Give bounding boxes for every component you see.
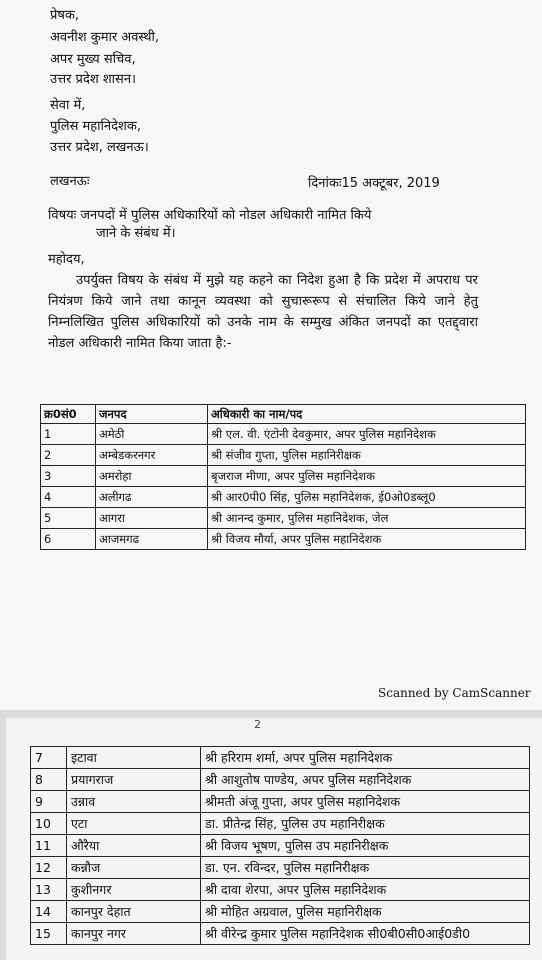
recipient-label: सेवा में, [50, 98, 86, 113]
table-row [31, 813, 530, 835]
row-serial: 1 [41, 424, 96, 445]
table-row [31, 857, 530, 879]
row-district: उन्नाव [67, 791, 201, 813]
recipient-designation: पुलिस महानिदेशक, [50, 119, 141, 134]
salutation: महोदय, [48, 252, 85, 267]
row-serial: 6 [41, 529, 96, 550]
body-paragraph [48, 270, 478, 354]
row-district: अलीगढ [96, 487, 208, 508]
sender-label: प्रेषक, [50, 8, 80, 23]
row-officer: श्री आनन्द कुमार, पुलिस महानिदेशक, जेल [208, 508, 526, 529]
table-row [31, 747, 530, 769]
row-district: अमेठी [96, 424, 208, 445]
table-row [41, 445, 526, 466]
row-serial: 5 [41, 508, 96, 529]
row-officer: श्री विजय मौर्या, अपर पुलिस महानिदेशक [208, 529, 526, 550]
table-row [31, 923, 530, 945]
row-serial: 2 [41, 445, 96, 466]
row-district: अम्बेडकरनगर [96, 445, 208, 466]
row-district: कन्नौज [67, 857, 201, 879]
scanner-watermark: Scanned by CamScanner [378, 686, 531, 700]
table-row [31, 791, 530, 813]
row-serial: 11 [31, 835, 67, 857]
table-row [41, 508, 526, 529]
row-officer: श्री आर0पी0 सिंह, पुलिस महानिदेशक, ई0ओ0डब्लू0 [208, 487, 526, 508]
table-row [41, 466, 526, 487]
row-serial: 14 [31, 901, 67, 923]
row-district: आजमगढ [96, 529, 208, 550]
row-district: आगरा [96, 508, 208, 529]
subject-line-1: विषयः जनपदों में पुलिस अधिकारियों को नोडल अधिकारी नामित किये [48, 208, 372, 223]
subject-line-2: जाने के संबंध में। [96, 226, 176, 241]
row-officer: श्री आशुतोष पाण्डेय, अपर पुलिस महानिदेशक [201, 769, 530, 791]
row-officer: बृजराज मीणा, अपर पुलिस महानिदेशक [208, 466, 526, 487]
row-serial: 8 [31, 769, 67, 791]
table-row [41, 424, 526, 445]
row-serial: 9 [31, 791, 67, 813]
page-number: 2 [254, 718, 261, 731]
letter-page-2 [6, 718, 542, 960]
row-serial: 10 [31, 813, 67, 835]
header-serial: क्र0सं0 [41, 405, 96, 424]
nodal-officer-table-page-1 [40, 404, 526, 550]
row-officer: श्री दावा शेरपा, अपर पुलिस महानिदेशक [201, 879, 530, 901]
row-serial: 15 [31, 923, 67, 945]
sender-designation: अपर मुख्य सचिव, [50, 52, 136, 67]
table-row [41, 487, 526, 508]
row-officer: श्री विजय भूषण, पुलिस उप महानिरीक्षक [201, 835, 530, 857]
table-row [31, 835, 530, 857]
table-header-row [41, 405, 526, 424]
table-row [41, 529, 526, 550]
row-serial: 7 [31, 747, 67, 769]
row-district: कानपुर देहात [67, 901, 201, 923]
row-officer: श्रीमती अंजू गुप्ता, अपर पुलिस महानिदेशक [201, 791, 530, 813]
row-district: इटावा [67, 747, 201, 769]
row-district: कुशीनगर [67, 879, 201, 901]
table-row [31, 901, 530, 923]
row-officer: डा. एन. रविन्दर, पुलिस महानिरीक्षक [201, 857, 530, 879]
row-serial: 12 [31, 857, 67, 879]
row-serial: 4 [41, 487, 96, 508]
row-officer: श्री मोहित अग्रवाल, पुलिस महानिरीक्षक [201, 901, 530, 923]
table-row [31, 769, 530, 791]
row-officer: श्री संजीव गुप्ता, पुलिस महानिरीक्षक [208, 445, 526, 466]
sender-name: अवनीश कुमार अवस्थी, [50, 30, 160, 45]
row-district: अमरोहा [96, 466, 208, 487]
place-line: लखनऊः [50, 174, 90, 189]
row-officer: श्री वीरेन्द्र कुमार पुलिस महानिदेशक सी0बी0सी0आई0डी0 [201, 923, 530, 945]
body-text: उपर्युक्त विषय के संबंध में मुझे यह कहने का निदेश हुआ है कि प्रदेश में अपराध पर नियंत्रण किये जाने तथा कानून व्यवस्था को सुचारूरूप से संचालित किये जाने हेतु निम्नलिखित पुलिस अधिकारियों को उनके नाम के सम्मुख अंकित जनपदों का एतद्द्वारा नोडल अधिकारी नामित किया जाता है:- [48, 273, 478, 351]
header-district: जनपद [96, 405, 208, 424]
nodal-officer-table-page-2 [30, 746, 530, 945]
date-line: दिनांकः15 अक्टूबर, 2019 [308, 176, 440, 191]
header-officer: अधिकारी का नाम/पद [208, 405, 526, 424]
row-officer: श्री हरिराम शर्मा, अपर पुलिस महानिदेशक [201, 747, 530, 769]
row-district: कानपुर नगर [67, 923, 201, 945]
table-row [31, 879, 530, 901]
row-serial: 13 [31, 879, 67, 901]
row-officer: श्री एल. वी. एंटोनी देवकुमार, अपर पुलिस महानिदेशक [208, 424, 526, 445]
row-district: प्रयागराज [67, 769, 201, 791]
sender-org: उत्तर प्रदेश शासन। [50, 72, 136, 87]
recipient-place: उत्तर प्रदेश, लखनऊ। [50, 140, 149, 155]
row-district: औरैया [67, 835, 201, 857]
row-serial: 3 [41, 466, 96, 487]
row-officer: डा. प्रीतेन्द्र सिंह, पुलिस उप महानिरीक्षक [201, 813, 530, 835]
row-district: एटा [67, 813, 201, 835]
